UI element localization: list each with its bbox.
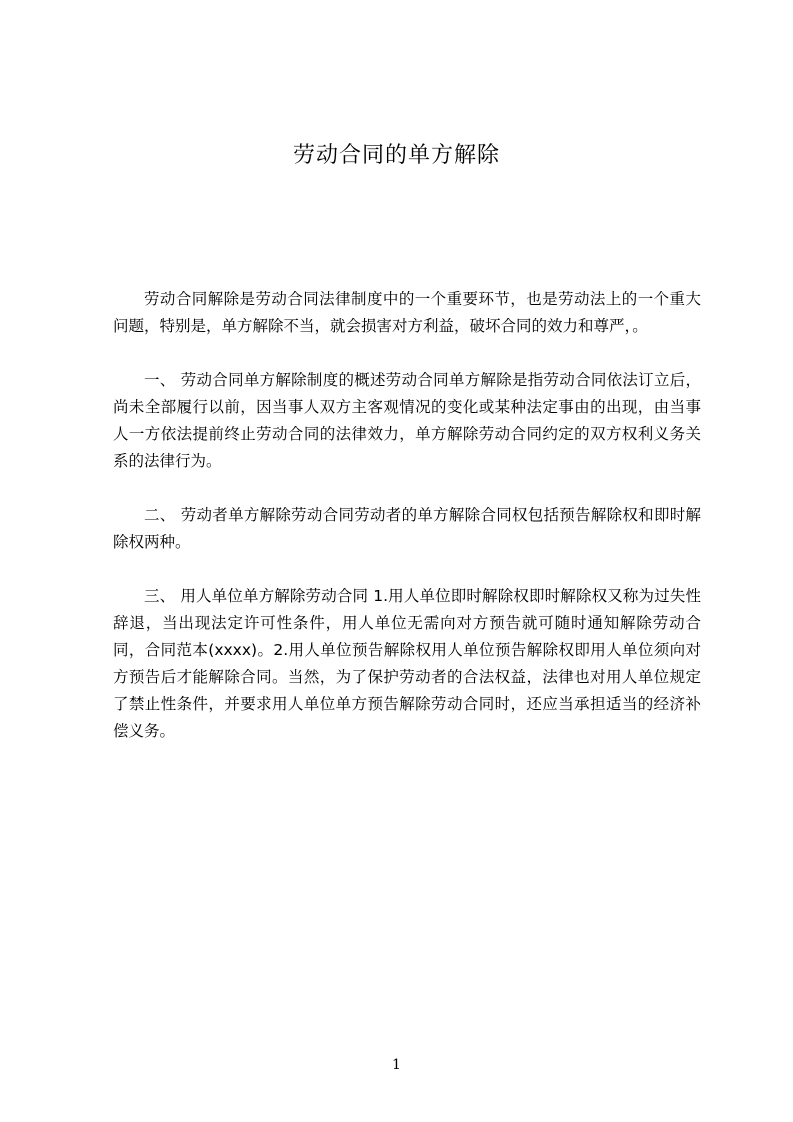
paragraph-section-1: 一、 劳动合同单方解除制度的概述劳动合同单方解除是指劳动合同依法订立后，尚未全部履行以前，因当事人双方主客观情况的变化或某种法定事由的出现，由当事人一方依法提前终止劳动合同的法律效力，单方解除劳动合同约定的双方权利义务关系的法律行为。 bbox=[113, 371, 701, 470]
paragraph-section-3: 三、 用人单位单方解除劳动合同 1.用人单位即时解除权即时解除权又称为过失性辞退，当出现法定许可性条件，用人单位无需向对方预告就可随时通知解除劳动合同，合同范本(xxxx)。2.用人单位预告解除权用人单位预告解除权即用人单位须向对方预告后才能解除合同。当然，为了保护劳动者的合法权益，法律也对用人单位规定了禁止性条件，并要求用人单位单方预告解除劳动合同时，还应当承担适当的经济补偿义务。 bbox=[113, 587, 701, 740]
page-number: 1 bbox=[392, 1057, 401, 1073]
document-body bbox=[113, 286, 701, 772]
paragraph-intro: 劳动合同解除是劳动合同法律制度中的一个重要环节，也是劳动法上的一个重大问题，特别是，单方解除不当，就会损害对方利益，破坏合同的效力和尊严，。 bbox=[113, 290, 701, 335]
document-title: 劳动合同的单方解除 bbox=[292, 143, 500, 168]
paragraph-section-2: 二、 劳动者单方解除劳动合同劳动者的单方解除合同权包括预告解除权和即时解除权两种。 bbox=[113, 506, 701, 551]
